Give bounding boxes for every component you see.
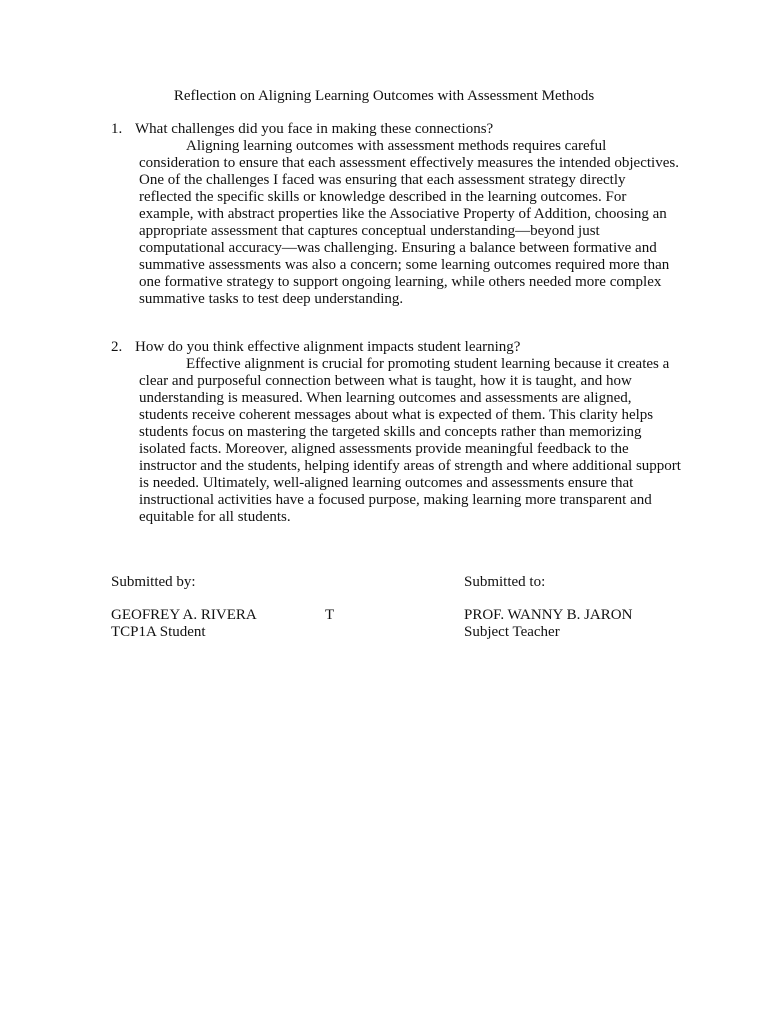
student-role: TCP1A Student bbox=[111, 624, 206, 640]
submitted-to-label: Submitted to: bbox=[464, 574, 546, 590]
document-title: Reflection on Aligning Learning Outcomes with Assessment Methods bbox=[173, 88, 595, 104]
submitted-to-block bbox=[464, 574, 724, 641]
student-name: GEOFREY A. RIVERA bbox=[111, 607, 257, 623]
question-heading bbox=[111, 339, 681, 356]
stray-mark: T bbox=[325, 607, 335, 623]
answer-paragraph: Effective alignment is crucial for promoting student learning because it creates a clear and purposeful connection between what is taught, how it is taught, and how understanding is measured. When learning outcomes and assessments are aligned, students receive coherent messages about what is expected of them. This clarity helps students focus on mastering the targeted skills and concepts rather than memorizing isolated facts. Moreover, aligned assessments provide meaningful feedback to the instructor and the students, helping identify areas of strength and where additional support is needed. Ultimately, well-aligned learning outcomes and assessments ensure that instructional activities have a focused purpose, making learning more transparent and equitable for all students. bbox=[139, 356, 681, 525]
submitted-by-block bbox=[111, 574, 351, 641]
question-text: What challenges did you face in making these connections? bbox=[135, 121, 494, 137]
question-block-2 bbox=[111, 339, 681, 526]
answer-paragraph: Aligning learning outcomes with assessment methods requires careful consideration to ensure that each assessment effectively measures the intended objectives. One of the challenges I faced was ensuring that each assessment strategy directly reflected the specific skills or knowledge described in the learning outcomes. For example, with abstract properties like the Associative Property of Addition, choosing an appropriate assessment that captures conceptual understanding—beyond just computational accuracy—was challenging. Ensuring a balance between formative and summative assessments was also a concern; some learning outcomes required more than one formative strategy to support ongoing learning, while others needed more complex summative tasks to test deep understanding. bbox=[139, 138, 679, 307]
question-block-1 bbox=[111, 121, 681, 308]
teacher-name: PROF. WANNY B. JARON bbox=[464, 607, 633, 623]
question-number: 2. bbox=[111, 339, 123, 355]
teacher-role: Subject Teacher bbox=[464, 624, 560, 640]
submitted-by-label: Submitted by: bbox=[111, 574, 196, 590]
question-text: How do you think effective alignment impacts student learning? bbox=[135, 339, 521, 355]
question-number: 1. bbox=[111, 121, 123, 137]
question-heading bbox=[111, 121, 681, 138]
